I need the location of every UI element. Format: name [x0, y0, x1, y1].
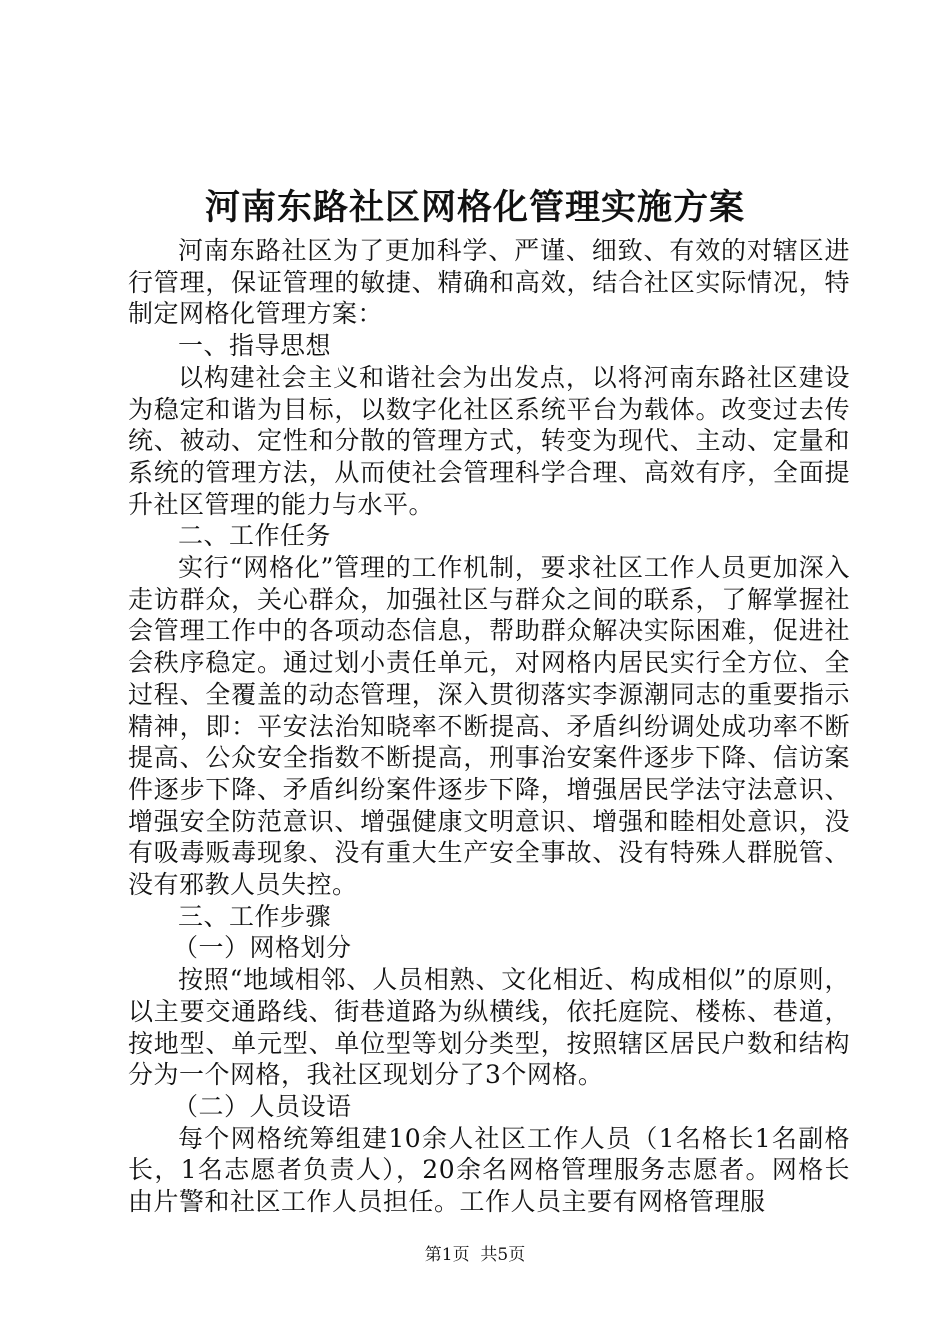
section-heading-work-tasks: 二、工作任务	[178, 521, 332, 551]
footer-gap	[470, 1245, 481, 1265]
subsection-heading-grid-division: （一）网格划分	[173, 933, 352, 963]
document-title: 河南东路社区网格化管理实施方案	[204, 187, 745, 228]
guiding-thought-paragraph: 以构建社会主义和谐社会为出发点，以将河南东路社区建设为稳定和谐为目标，以数字化社区系统平台为载体。改变过去传统、被动、定性和分散的管理方式，转变为现代、主动、定量和系统的管理方法，从而使社会管理科学合理、高效有序，全面提升社区管理的能力与水平。	[128, 362, 850, 519]
intro-paragraph: 河南东路社区为了更加科学、严谨、细致、有效的对辖区进行管理，保证管理的敏捷、精确和高效，结合社区实际情况，特制定网格化管理方案：	[128, 236, 850, 329]
staffing-paragraph: 每个网格统筹组建10余人社区工作人员（1名格长1名副格长，1名志愿者负责人），20余名网格管理服务志愿者。网格长由片警和社区工作人员担任。工作人员主要有网格管理服	[128, 1123, 850, 1217]
section-heading-work-steps: 三、工作步骤	[178, 901, 332, 931]
subsection-heading-staffing: （二）人员设语	[173, 1091, 352, 1121]
grid-division-paragraph: 按照“地域相邻、人员相熟、文化相近、构成相似”的原则，以主要交通路线、街巷道路为纵横线，依托庭院、楼栋、巷道，按地型、单元型、单位型等划分类型，按照辖区居民户数和结构分为一个网格，我社区现划分了3个网格。	[128, 965, 850, 1090]
page-total: 共5页	[480, 1245, 526, 1265]
document-body	[128, 235, 850, 1218]
page-footer	[0, 1243, 950, 1267]
section-heading-guiding-thought: 一、指导思想	[178, 331, 332, 361]
work-tasks-paragraph: 实行“网格化”管理的工作机制，要求社区工作人员更加深入走访群众，关心群众，加强社区与群众之间的联系，了解掌握社会管理工作中的各项动态信息，帮助群众解决实际困难，促进社会秩序稳定。通过划小责任单元，对网格内居民实行全方位、全过程、全覆盖的动态管理，深入贯彻落实李源潮同志的重要指示精神，即：平安法治知晓率不断提高、矛盾纠纷调处成功率不断提高、公众安全指数不断提高，刑事治安案件逐步下降、信访案件逐步下降、矛盾纠纷案件逐步下降，增强居民学法守法意识、增强安全防范意识、增强健康文明意识、增强和睦相处意识，没有吸毒贩毒现象、没有重大生产安全事故、没有特殊人群脱管、没有邪教人员失控。	[128, 553, 850, 900]
page-number: 第1页	[424, 1245, 470, 1265]
